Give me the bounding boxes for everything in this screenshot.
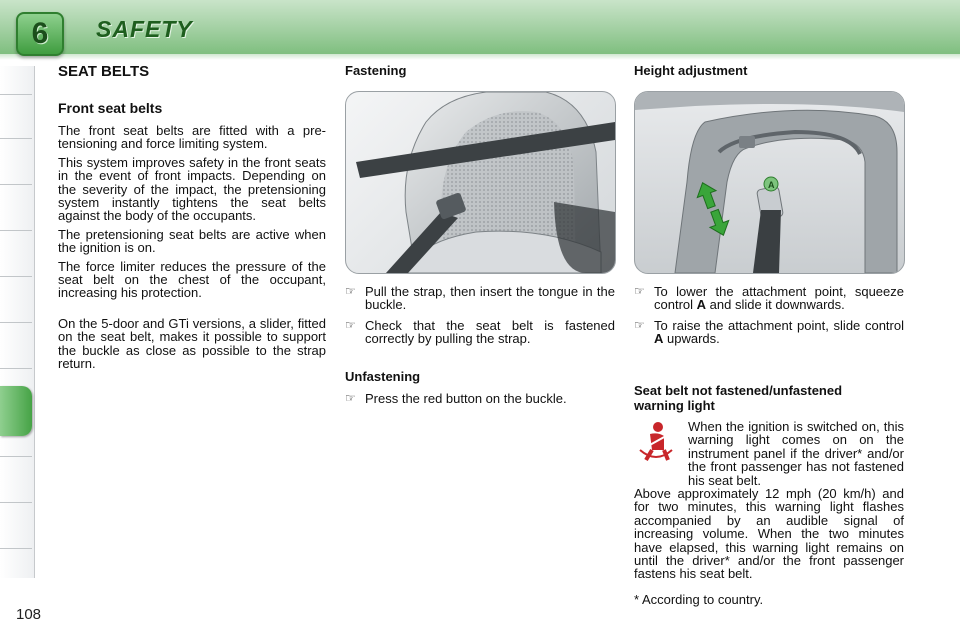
pointing-hand-icon: ☞	[345, 284, 356, 298]
bullet-text: Check that the seat belt is fastened correctly by pulling the strap.	[365, 317, 615, 347]
chapter-tabs	[0, 66, 35, 578]
warning-heading	[634, 383, 904, 413]
pointing-hand-icon: ☞	[634, 284, 645, 298]
paragraph: This system improves safety in the front seats in the event of front impacts. Depending on the severity of the impact, the pretensioning system instantly tightens the seat belts against the body of the occupants.	[58, 154, 326, 224]
warning-heading-line: warning light	[634, 398, 715, 413]
footnote-text: * According to country.	[634, 592, 764, 607]
bullet-item	[634, 319, 904, 346]
pointing-hand-icon: ☞	[345, 317, 356, 332]
height-adjustment-column	[634, 63, 904, 78]
car-seat-illustration	[346, 92, 615, 273]
tab-divider	[0, 368, 32, 369]
unfastening-heading: Unfastening	[345, 368, 421, 384]
paragraph: The force limiter reduces the pressure of the seat belt on the chest of the occupant, increasing his protection.	[58, 258, 326, 301]
bullet-text: and slide it downwards.	[706, 297, 845, 313]
warning-text-block	[688, 420, 904, 492]
tab-divider	[0, 94, 32, 95]
seat-belt-fastening-illustration	[345, 91, 616, 274]
pointing-hand-icon: ☞	[634, 317, 645, 332]
paragraph: The pretensioning seat belts are active when the ignition is on.	[58, 226, 326, 256]
seat-belts-column	[58, 63, 326, 376]
subsection-title: Front seat belts	[58, 100, 163, 116]
bullet-item	[345, 285, 615, 312]
chapter-title: SAFETY	[96, 16, 193, 42]
tab-divider	[0, 322, 32, 323]
seat-belt-warning-icon	[638, 420, 674, 464]
tab-divider	[0, 230, 32, 231]
bullet-item	[345, 319, 615, 346]
bullet-text: To raise the attachment point, slide control	[654, 317, 904, 333]
chapter-number-badge	[16, 12, 64, 56]
section-title: SEAT BELTS	[58, 63, 150, 80]
warning-light-section	[634, 383, 904, 413]
fastening-instructions	[345, 285, 615, 412]
bullet-text: upwards.	[663, 331, 720, 347]
chapter-number: 6	[31, 17, 49, 50]
footnote	[634, 593, 904, 611]
tab-divider	[0, 456, 32, 457]
page-number: 108	[16, 606, 42, 623]
pointing-hand-icon: ☞	[345, 390, 356, 405]
tab-safety-active[interactable]	[0, 386, 32, 436]
paragraph: On the 5-door and GTi versions, a slider, fitted on the seat belt, makes it possible to support the buckle as close as possible to the strap return.	[58, 315, 326, 372]
warning-heading-line: Seat belt not fastened/unfastened	[634, 383, 843, 398]
paragraph: The front seat belts are fitted with a pre-tensioning and force limiting system.	[58, 123, 326, 152]
fastening-column	[345, 63, 615, 78]
control-label: A	[696, 297, 707, 313]
bullet-text: Press the red button on the buckle.	[365, 390, 567, 406]
control-label: A	[654, 331, 664, 347]
height-adjustment-instructions	[634, 285, 904, 353]
pillar-illustration	[635, 92, 904, 273]
callout-label: A	[768, 180, 775, 190]
bullet-item	[634, 285, 904, 312]
paragraph: Above approximately 12 mph (20 km/h) and for two minutes, this warning light flashes accompanied by an audible signal of increasing volume. When the two minutes have elapsed, this warning light remains on until the driver* and/or the front passenger fastens his seat belt.	[634, 486, 904, 582]
tab-divider	[0, 184, 32, 185]
bullet-text: To lower the attachment point, squeeze control	[654, 284, 904, 313]
header-shade	[0, 54, 960, 60]
warning-text: When the ignition is switched on, this warning light comes on on the instrument panel if the driver* and/or the front passenger has not fastened his seat belt.	[688, 419, 904, 488]
bullet-item	[345, 392, 615, 405]
warning-detail	[634, 487, 904, 586]
bullet-text: Pull the strap, then insert the tongue in the buckle.	[365, 284, 615, 313]
tab-divider	[0, 138, 32, 139]
tab-divider	[0, 548, 32, 549]
tab-divider	[0, 502, 32, 503]
tab-divider	[0, 276, 32, 277]
fastening-heading: Fastening	[345, 63, 407, 78]
height-adjustment-heading: Height adjustment	[634, 63, 748, 78]
height-adjustment-illustration	[634, 91, 905, 274]
